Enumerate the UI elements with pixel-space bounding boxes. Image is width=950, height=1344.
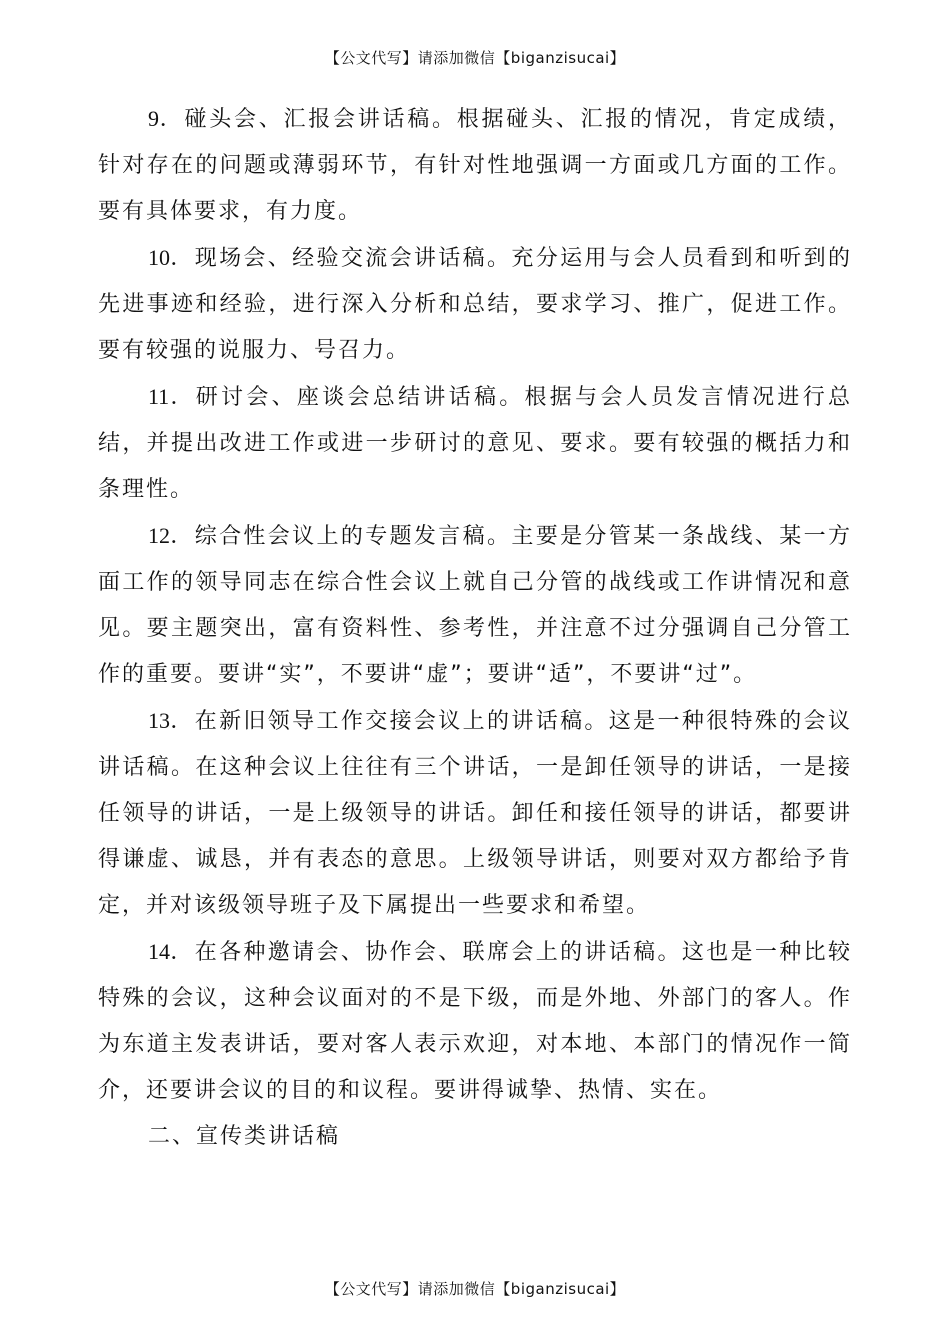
paragraph-12	[98, 513, 852, 698]
paragraph-text: ．研讨会、座谈会总结讲话稿。根据与会人员发言情况进行总结，并提出改进工作或进一步研讨的意见、要求。要有较强的概括力和条理性。	[98, 385, 852, 502]
paragraph-text: ．综合性会议上的专题发言稿。主要是分管某一条战线、某一方面工作的领导同志在综合性会议上就自己分管的战线或工作讲情况和意见。要主题突出，富有资料性、参考性，并注意不过分强调自己分管工作的重要。要讲“实”，不要讲“虚”；要讲“适”，不要讲“过”。	[98, 524, 852, 687]
paragraph-13	[98, 698, 852, 929]
paragraph-number: 14	[148, 939, 170, 964]
paragraph-9	[98, 96, 852, 235]
page-header: 【公文代写】请添加微信【biganzisucai】	[324, 49, 626, 67]
paragraph-11	[98, 374, 852, 513]
document-body	[98, 96, 852, 1160]
paragraph-number: 12	[148, 523, 170, 548]
paragraph-text: ．在新旧领导工作交接会议上的讲话稿。这是一种很特殊的会议讲话稿。在这种会议上往往有三个讲话，一是卸任领导的讲话，一是接任领导的讲话，一是上级领导的讲话。卸任和接任领导的讲话，都要讲得谦虚、诚恳，并有表态的意思。上级领导讲话，则要对双方都给予肯定，并对该级领导班子及下属提出一些要求和希望。	[98, 709, 852, 918]
paragraph-text: ．碰头会、汇报会讲话稿。根据碰头、汇报的情况，肯定成绩，针对存在的问题或薄弱环节，有针对性地强调一方面或几方面的工作。要有具体要求，有力度。	[98, 107, 852, 224]
paragraph-number: 13	[148, 708, 170, 733]
paragraph-10	[98, 235, 852, 374]
section-heading: 二、宣传类讲话稿	[148, 1124, 341, 1149]
paragraph-14	[98, 929, 852, 1114]
paragraph-text: ．在各种邀请会、协作会、联席会上的讲话稿。这也是一种比较特殊的会议，这种会议面对的不是下级，而是外地、外部门的客人。作为东道主发表讲话，要对客人表示欢迎，对本地、本部门的情况作一简介，还要讲会议的目的和议程。要讲得诚挚、热情、实在。	[98, 940, 852, 1103]
paragraph-number: 10	[148, 245, 170, 270]
page-footer: 【公文代写】请添加微信【biganzisucai】	[324, 1280, 626, 1298]
paragraph-number: 11	[148, 384, 170, 409]
paragraph-number: 9	[148, 106, 159, 131]
paragraph-text: ．现场会、经验交流会讲话稿。充分运用与会人员看到和听到的先进事迹和经验，进行深入分析和总结，要求学习、推广，促进工作。要有较强的说服力、号召力。	[98, 246, 852, 363]
